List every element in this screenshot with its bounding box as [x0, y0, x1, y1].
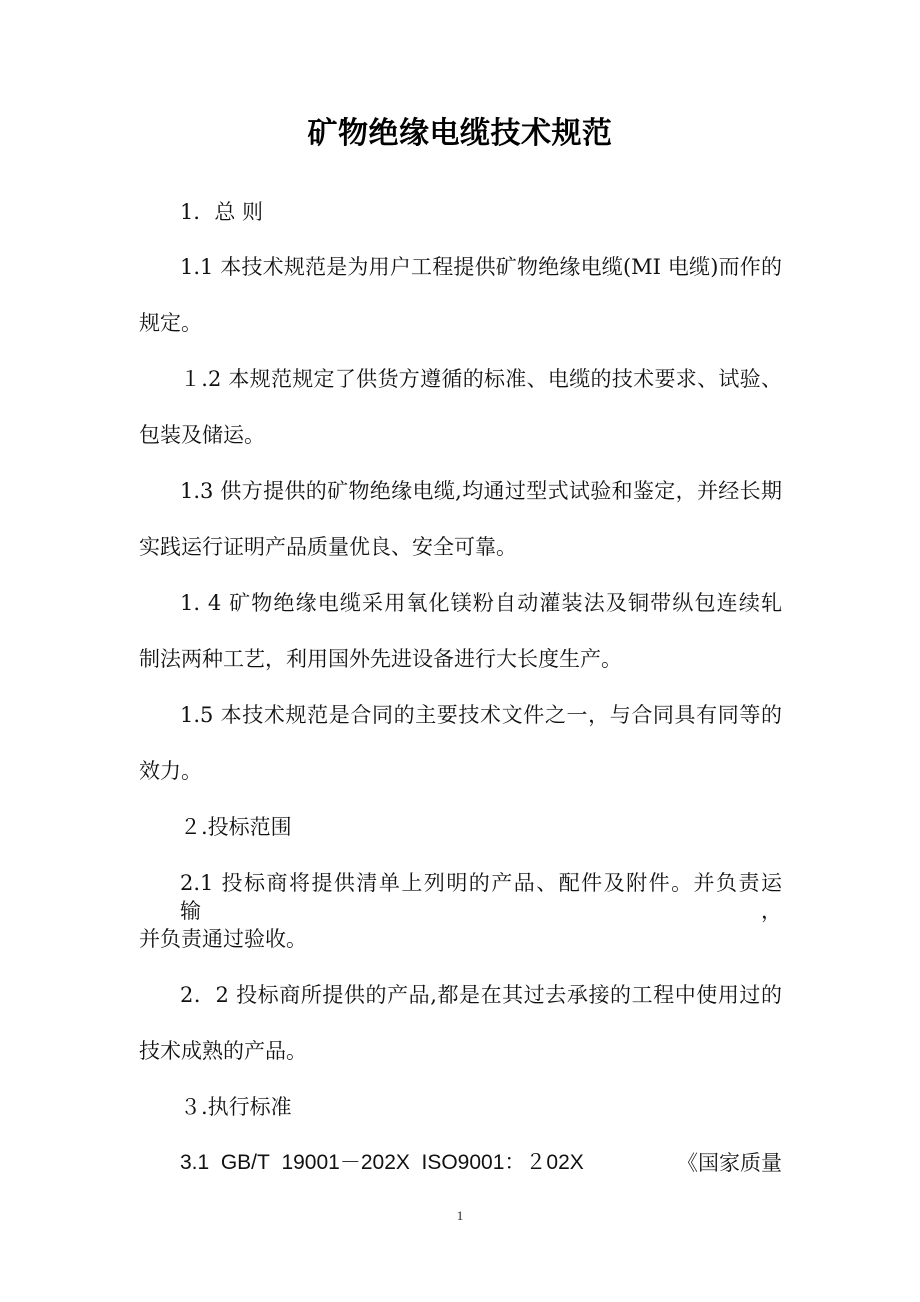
page-number: 1	[456, 1208, 464, 1223]
paragraph-1-2-line-1: １.2 本规范规定了供货方遵循的标准、电缆的技术要求、试验、	[180, 367, 782, 391]
paragraph-1-1-line-2: 规定。	[139, 311, 202, 335]
standard-3-1-number: 3.1	[180, 1151, 210, 1174]
paragraph-2-2-line-1: 2．2 投标商所提供的产品,都是在其过去承接的工程中使用过的	[180, 983, 782, 1007]
paragraph-2-2-line-2: 技术成熟的产品。	[139, 1039, 307, 1063]
section-2-heading: ２.投标范围	[180, 815, 292, 839]
paragraph-1-4-line-1: 1. 4 矿物绝缘电缆采用氧化镁粉自动灌装法及铜带纵包连续轧	[180, 591, 782, 615]
paragraph-1-2-line-2: 包装及储运。	[139, 423, 265, 447]
paragraph-1-5-line-1: 1.5 本技术规范是合同的主要技术文件之一，与合同具有同等的	[180, 703, 782, 727]
paragraph-1-5-line-2: 效力。	[139, 759, 202, 783]
standard-iso9001-code: ISO9001：２02X	[421, 1151, 584, 1174]
standard-3-1-line	[180, 1149, 782, 1177]
paragraph-2-1-line-1: 2.1 投标商将提供清单上列明的产品、配件及附件。并负责运输，	[180, 871, 782, 923]
paragraph-2-1-line-2: 并负责通过验收。	[139, 927, 307, 951]
section-1-heading: 1．总 则	[180, 200, 264, 224]
standard-3-1-tail: 《国家质量	[676, 1151, 782, 1175]
paragraph-1-3-line-2: 实践运行证明产品质量优良、安全可靠。	[139, 535, 517, 559]
paragraph-1-1-line-1: 1.1 本技术规范是为用户工程提供矿物绝缘电缆(MI 电缆)而作的	[180, 255, 782, 279]
paragraph-1-4-line-2: 制法两种工艺，利用国外先进设备进行大长度生产。	[139, 647, 622, 671]
section-3-heading: ３.执行标准	[180, 1095, 292, 1119]
standard-gbt-code: GB/T	[220, 1151, 270, 1174]
standard-19001-code: 19001－202X	[281, 1151, 410, 1174]
standard-gap	[595, 1149, 665, 1177]
document-title: 矿物绝缘电缆技术规范	[307, 116, 613, 151]
paragraph-1-3-line-1: 1.3 供方提供的矿物绝缘电缆,均通过型式试验和鉴定，并经长期	[180, 479, 782, 503]
